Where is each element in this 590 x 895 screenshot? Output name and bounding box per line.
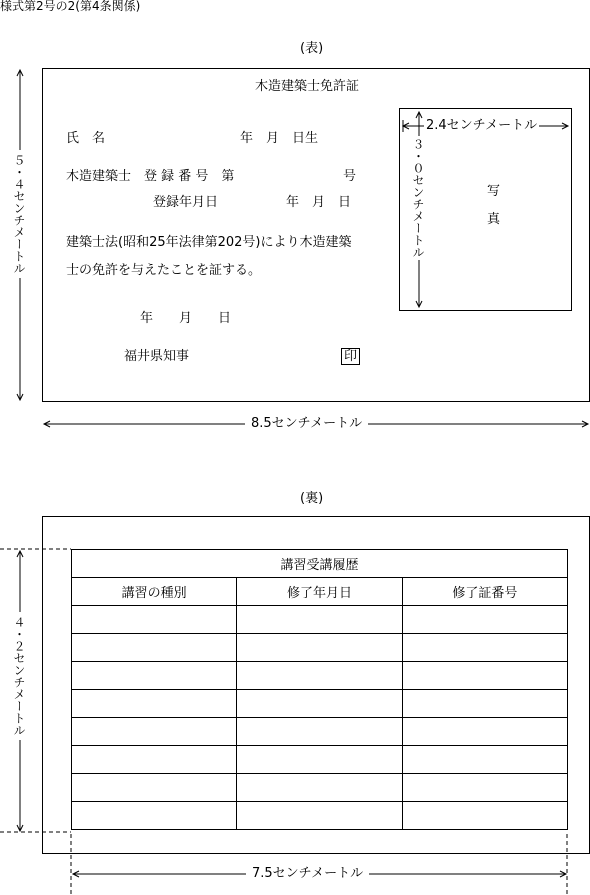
table-height-label: ４・２センチメートル bbox=[13, 612, 25, 740]
table-cell[interactable] bbox=[72, 606, 237, 634]
table-row bbox=[72, 718, 568, 746]
table-cell[interactable] bbox=[237, 634, 402, 662]
registration-date-label: 登録年月日 bbox=[153, 195, 219, 210]
table-cell[interactable] bbox=[402, 606, 567, 634]
table-row bbox=[72, 774, 568, 802]
photo-label-2: 真 bbox=[487, 212, 501, 227]
card-width-label: 8.5センチメートル bbox=[245, 417, 368, 430]
back-side-label: (裏) bbox=[300, 491, 324, 506]
table-cell[interactable] bbox=[402, 662, 567, 690]
table-row bbox=[72, 802, 568, 830]
statement-line-2: 士の免許を与えたことを証する。 bbox=[66, 263, 262, 278]
photo-width-label: 2.4センチメートル bbox=[426, 118, 538, 133]
card-height-label: ５・４センチメートル bbox=[13, 150, 25, 278]
issue-date: 年 月 日 bbox=[140, 311, 232, 326]
table-cell[interactable] bbox=[402, 746, 567, 774]
table-cell[interactable] bbox=[72, 718, 237, 746]
issuer: 福井県知事 bbox=[124, 349, 190, 364]
form-header: 様式第2号の2(第4条関係) bbox=[0, 0, 141, 13]
table-cell[interactable] bbox=[237, 718, 402, 746]
table-cell[interactable] bbox=[402, 718, 567, 746]
license-title: 木造建築士免許証 bbox=[255, 79, 360, 94]
table-cell[interactable] bbox=[237, 746, 402, 774]
table-cell[interactable] bbox=[72, 774, 237, 802]
table-row bbox=[72, 746, 568, 774]
table-cell[interactable] bbox=[237, 662, 402, 690]
name-label: 氏 名 bbox=[66, 131, 106, 146]
table-title: 講習受講履歴 bbox=[72, 550, 568, 578]
registration-date-value: 年 月 日 bbox=[286, 195, 352, 210]
table-cell[interactable] bbox=[72, 746, 237, 774]
table-cell[interactable] bbox=[237, 690, 402, 718]
table-cell[interactable] bbox=[72, 634, 237, 662]
table-row bbox=[72, 606, 568, 634]
table-cell[interactable] bbox=[237, 774, 402, 802]
photo-label-1: 写 bbox=[487, 184, 501, 199]
table-cell[interactable] bbox=[402, 634, 567, 662]
column-header-completion-date: 修了年月日 bbox=[237, 578, 402, 606]
table-row bbox=[72, 662, 568, 690]
table-cell[interactable] bbox=[72, 802, 237, 830]
table-row bbox=[72, 690, 568, 718]
table-cell[interactable] bbox=[72, 690, 237, 718]
table-cell[interactable] bbox=[237, 606, 402, 634]
front-side-label: (表) bbox=[300, 41, 324, 56]
column-header-course-type: 講習の種別 bbox=[72, 578, 237, 606]
registration-number-label: 木造建築士 登 録 番 号 第 bbox=[66, 169, 235, 184]
table-cell[interactable] bbox=[72, 662, 237, 690]
seal-mark: 印 bbox=[341, 348, 360, 365]
column-header-certificate-number: 修了証番号 bbox=[402, 578, 567, 606]
photo-height-label: ３・０センチメートル bbox=[411, 138, 425, 258]
table-cell[interactable] bbox=[402, 774, 567, 802]
table-cell[interactable] bbox=[237, 802, 402, 830]
training-history-table bbox=[71, 549, 568, 830]
table-cell[interactable] bbox=[402, 802, 567, 830]
table-row bbox=[72, 634, 568, 662]
registration-number-suffix: 号 bbox=[343, 169, 357, 184]
table-cell[interactable] bbox=[402, 690, 567, 718]
table-width-label: 7.5センチメートル bbox=[246, 867, 369, 880]
birth-label: 年 月 日生 bbox=[240, 131, 319, 146]
statement-line-1: 建築士法(昭和25年法律第202号)により木造建築 bbox=[66, 235, 352, 250]
